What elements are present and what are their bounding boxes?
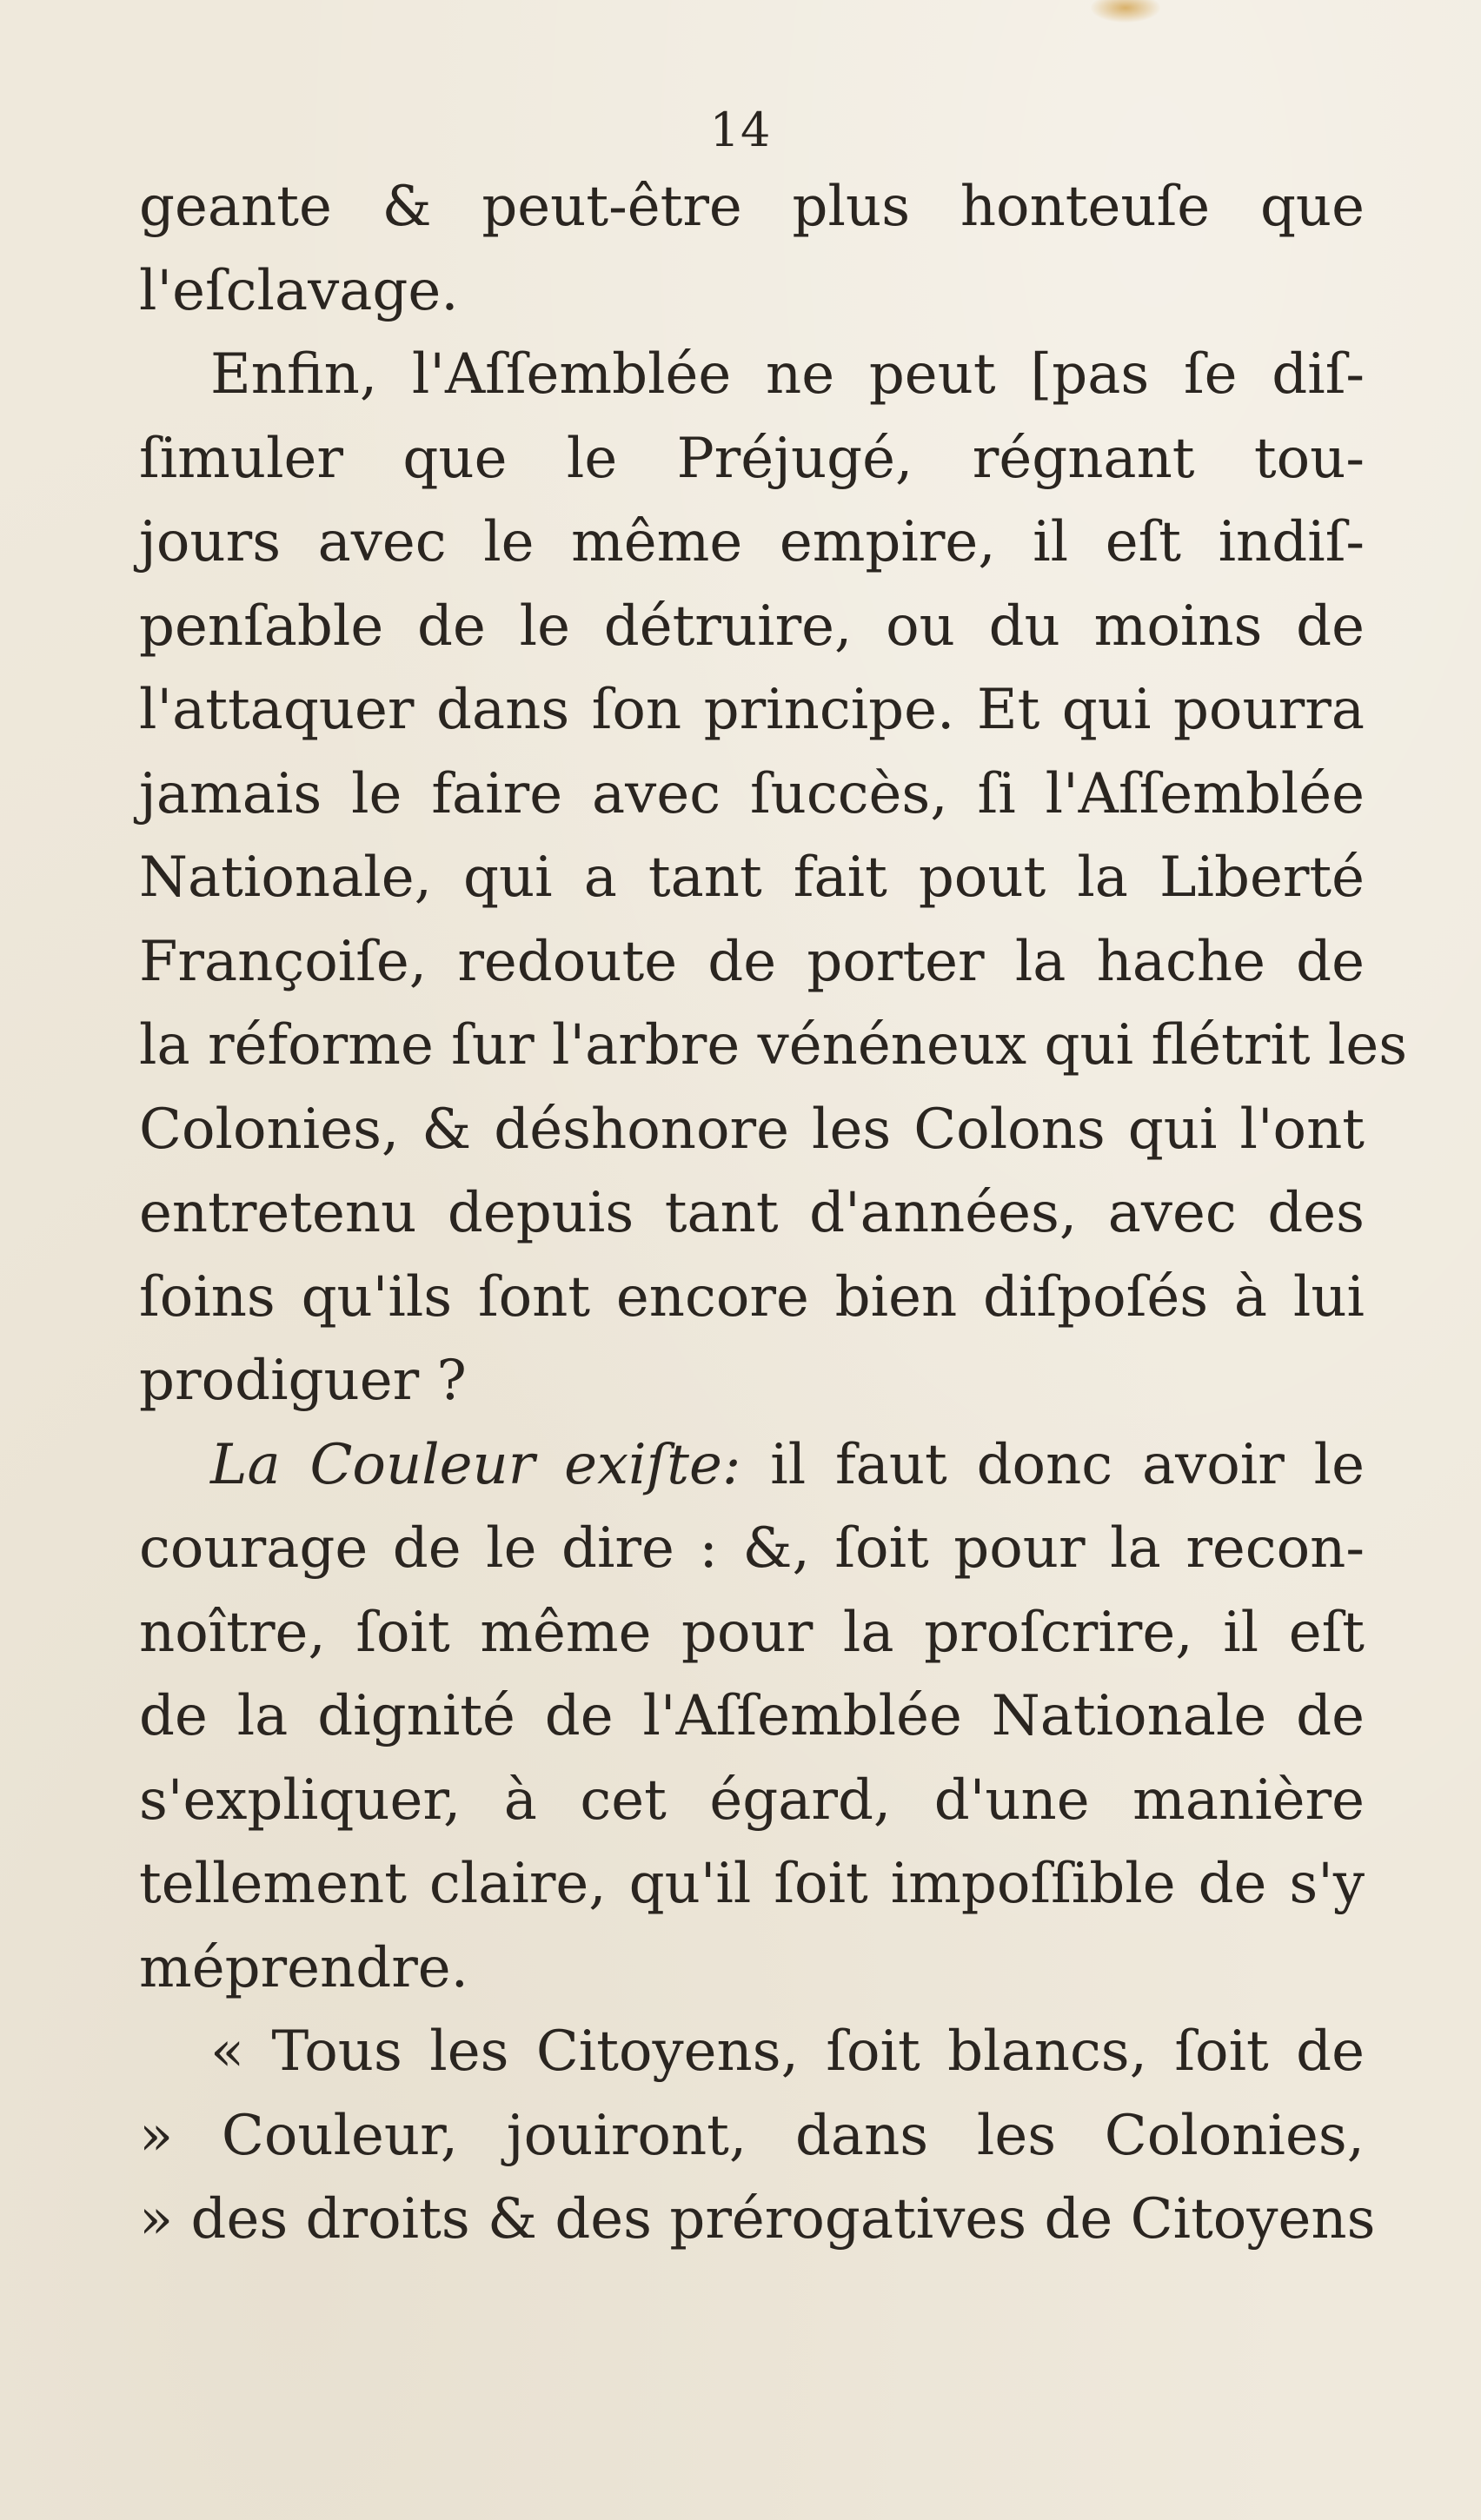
text-line: penſable de le détruire, ou du moins de bbox=[139, 594, 1365, 659]
text-line: Colonies, & déshonore les Colons qui l'ont bbox=[139, 1097, 1365, 1162]
text-line: de la dignité de l'Aſſemblée Nationale de bbox=[139, 1684, 1365, 1748]
paper-stain bbox=[1091, 0, 1160, 23]
text-line: ſoins qu'ils ſont encore bien diſpoſés à lui bbox=[139, 1264, 1365, 1330]
text-line: ſimuler que le Préjugé, régnant tou- bbox=[139, 426, 1365, 491]
text-line: « Tous les Citoyens, ſoit blancs, ſoit de bbox=[210, 2019, 1365, 2084]
text-line: geante & peut-être plus honteuſe que bbox=[139, 175, 1365, 239]
text-line: courage de le dire : &, ſoit pour la recon- bbox=[139, 1516, 1365, 1581]
text-line: tellement claire, qu'il ſoit impoſſible de s'y bbox=[139, 1852, 1365, 1916]
text-line: Nationale, qui a tant fait pout la Liberté bbox=[139, 846, 1365, 910]
text-line: s'expliquer, à cet égard, d'une manière bbox=[139, 1767, 1365, 1833]
text-line: Françoiſe, redoute de porter la hache de bbox=[139, 929, 1365, 994]
line-text: il faut donc avoir le bbox=[740, 1432, 1365, 1497]
text-line: » Couleur, jouiront, dans les Colonies, bbox=[139, 2103, 1365, 2168]
text-line: jours avec le même empire, il eſt indiſ- bbox=[139, 510, 1365, 574]
text-line: méprendre. bbox=[139, 1935, 468, 2000]
text-line: l'eſclavage. bbox=[139, 258, 459, 323]
page-number: 14 bbox=[709, 103, 772, 157]
text-line: l'attaquer dans ſon principe. Et qui pourra bbox=[139, 678, 1365, 742]
italic-phrase: La Couleur exiſte: bbox=[210, 1432, 741, 1497]
text-line: » des droits & des prérogatives de Citoyens bbox=[139, 2187, 1376, 2251]
text-line: prodiguer ? bbox=[139, 1349, 467, 1413]
text-line: noître, ſoit même pour la proſcrire, il eſt bbox=[139, 1600, 1365, 1665]
text-line: jamais le faire avec ſuccès, ſi l'Aſſemblée bbox=[139, 761, 1365, 826]
body-text bbox=[139, 165, 1408, 2262]
text-line: Enfin, l'Aſſemblée ne peut [pas ſe diſ- bbox=[210, 342, 1365, 407]
text-line: la réforme ſur l'arbre vénéneux qui flétrit les bbox=[139, 1013, 1408, 1078]
text-line: entretenu depuis tant d'années, avec des bbox=[139, 1181, 1365, 1245]
text-line bbox=[139, 1423, 1365, 1508]
